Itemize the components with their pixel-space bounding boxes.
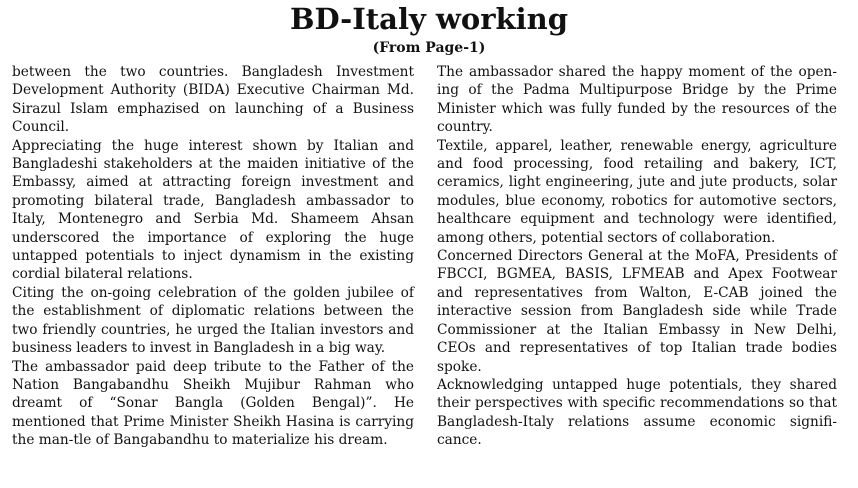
left-column	[12, 63, 414, 450]
right-column	[437, 63, 837, 450]
paragraph: between the two countries. Bangladesh Investment Development Authority (BIDA) Executive Chairman Md. Sirazul Islam emphazised on launching of a Business Council.	[12, 64, 414, 136]
continuation-line: (From Page-1)	[372, 40, 486, 56]
paragraph: The ambassador paid deep tribute to the Father of the Nation Bangabandhu Sheikh Mujibur Rahman who dreamt of “Sonar Bangla (Golden Bengal)”. He mentioned that Prime Minister Sheikh Hasina is carrying the man-tle of Bangabandhu to materialize his dream.	[12, 358, 414, 449]
paragraph: Citing the on-going celebration of the golden jubilee of the establishment of diplomatic relations between the two friendly countries, he urged the Italian investors and business leaders to invest in Bangladesh in a big way.	[12, 284, 414, 357]
headline: BD-Italy working	[289, 2, 568, 36]
paragraph: Textile, apparel, leather, renewable energy, agriculture and food processing, food retailing and bakery, ICT, ceramics, light engineering, jute and jute products, solar modules, blue economy, robotics for automotive sectors, healthcare equipment and technology were identified, among others, potential sectors of collaboration.	[437, 137, 837, 246]
paragraph: Appreciating the huge interest shown by Italian and Bangladeshi stakeholders at the maiden initiative of the Embassy, aimed at attracting foreign investment and promoting bilateral trade, Bangladesh ambassador to Italy, Montenegro and Serbia Md. Shameem Ahsan underscored the importance of exploring the huge untapped potentials to inject dynamism in the existing cordial bilateral relations.	[12, 137, 414, 283]
paragraph: Concerned Directors General at the MoFA, Presidents of FBCCI, BGMEA, BASIS, LFMEAB and Apex Footwear and representatives from Walton, E-CAB joined the interactive session from Bangladesh side while Trade Commissioner at the Italian Embassy in New Delhi, CEOs and representatives of top Italian trade bodies spoke.	[437, 248, 837, 375]
paragraph: The ambassador shared the happy moment of the open-ing of the Padma Multipurpose Bridge by the Prime Minister which was fully funded by the resources of the country.	[437, 64, 837, 136]
paragraph: Acknowledging untapped huge potentials, they shared their perspectives with specific recommendations so that Bangladesh-Italy relations assume economic signifi-cance.	[437, 376, 837, 449]
